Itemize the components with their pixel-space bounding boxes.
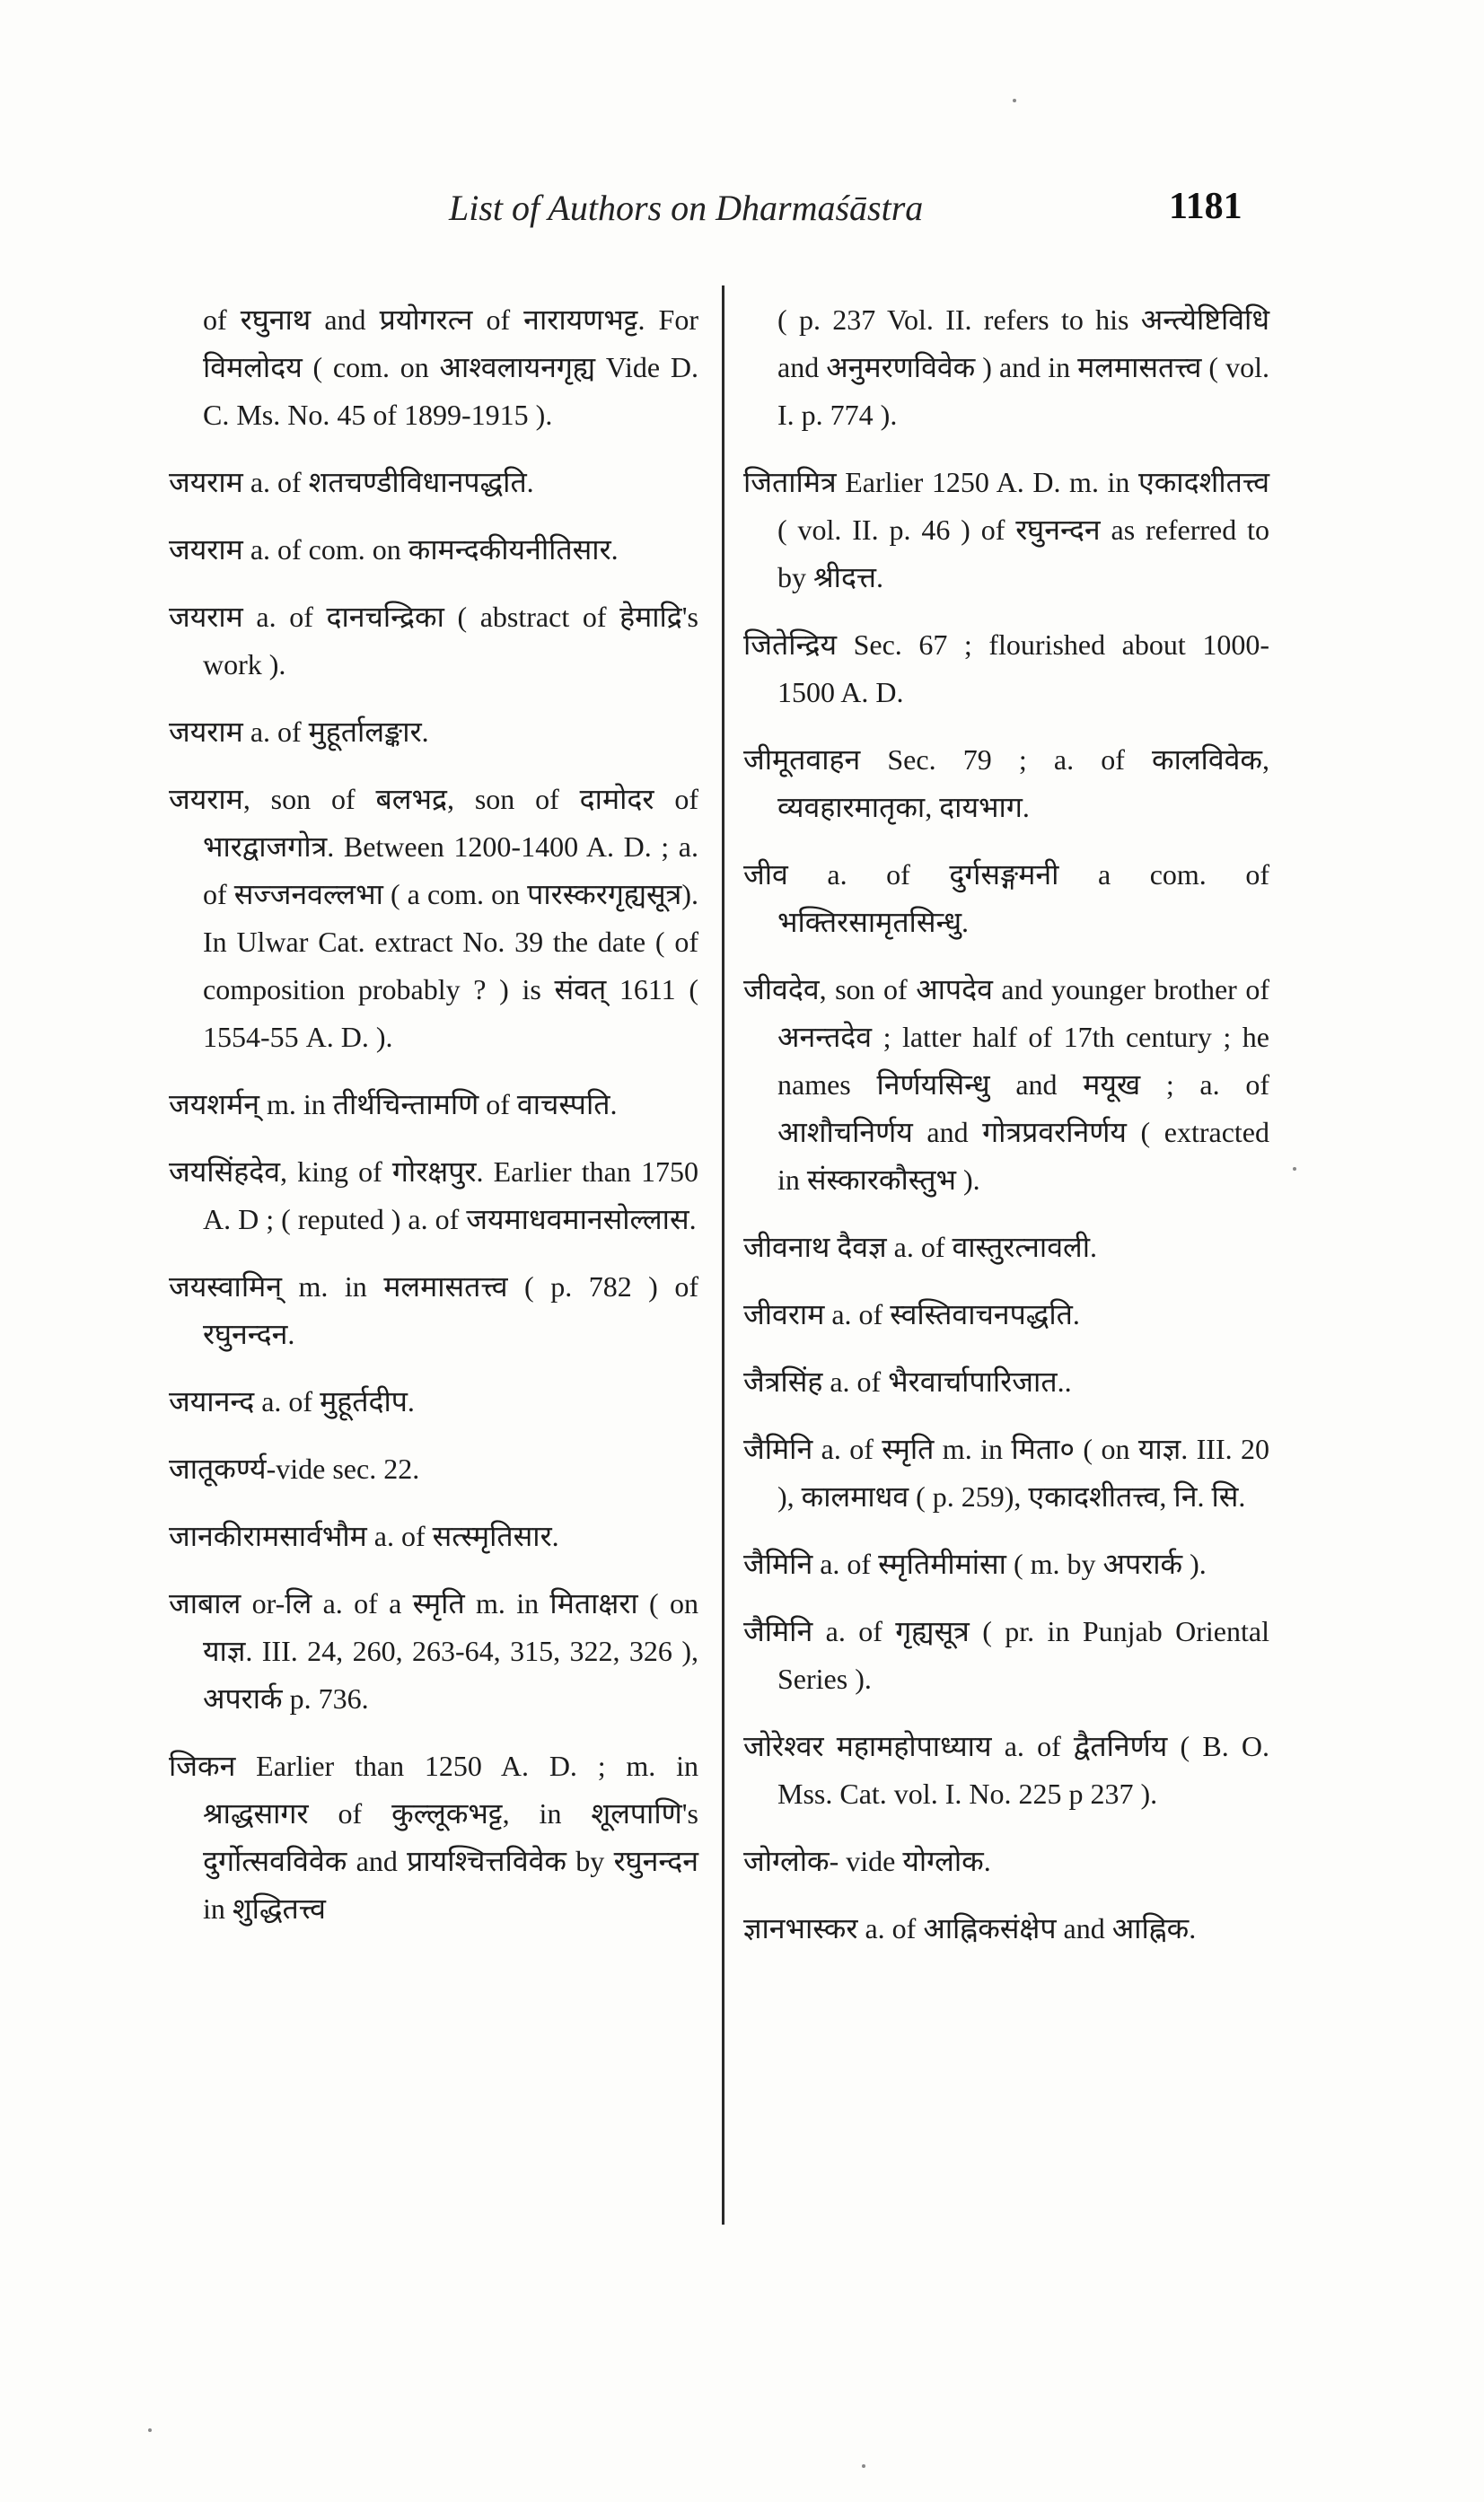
- running-title: List of Authors on Dharmaśāstra: [449, 188, 924, 228]
- page-number: 1181: [1169, 186, 1243, 227]
- entry: जयानन्द a. of मुहूर्तदीप.: [169, 1385, 415, 1418]
- entry: जितेन्द्रिय Sec. 67 ; flourished about 1000-1500 A. D.: [743, 628, 1269, 708]
- scan-speck: [862, 2464, 865, 2468]
- entry: जीमूतवाहन Sec. 79 ; a. of कालविवेक, व्यवहारमातृका, दायभाग.: [743, 743, 1269, 823]
- entry: ज्ञानभास्कर a. of आह्निकसंक्षेप and आह्निक.: [743, 1912, 1197, 1945]
- entry: जाबाल or-लि a. of a स्मृति m. in मिताक्षरा ( on याज्ञ. III. 24, 260, 263-64, 315, 322, 326 ), अपरार्क p. 736.: [169, 1587, 698, 1715]
- entry: जयराम a. of com. on कामन्दकीयनीतिसार.: [169, 533, 619, 566]
- entry: जयस्वामिन् m. in मलमासतत्त्व ( p. 782 ) of रघुनन्दन.: [169, 1270, 698, 1350]
- entry: जीव a. of दुर्गसङ्गमनी a com. of भक्तिरसामृतसिन्धु.: [743, 858, 1269, 938]
- entry: जैमिनि a. of गृह्यसूत्र ( pr. in Punjab Oriental Series ).: [743, 1615, 1269, 1695]
- entry: जातूकर्ण्य-vide sec. 22.: [169, 1453, 420, 1485]
- entry: जानकीरामसार्वभौम a. of सत्स्मृतिसार.: [169, 1520, 559, 1552]
- entry: जयराम, son of बलभद्र, son of दामोदर of भारद्वाजगोत्र. Between 1200-1400 A. D. ; a. of सज्जनवल्लभा ( a com. on पारस्करगृह्यसूत्र). In Ulwar Cat. extract No. 39 the date ( of composition probably ? ) is संवत् 1611 ( 1554-55 A. D. ).: [169, 783, 698, 1053]
- scan-speck: [148, 2428, 152, 2432]
- entry: जयसिंहदेव, king of गोरक्षपुर. Earlier than 1750 A. D ; ( reputed ) a. of जयमाधवमानसोल्लास.: [169, 1155, 698, 1235]
- entry: जितामित्र Earlier 1250 A. D. m. in एकादशीतत्त्व ( vol. II. p. 46 ) of रघुनन्दन as referred to by श्रीदत्त.: [743, 466, 1269, 593]
- entry: जैमिनि a. of स्मृति m. in मिता० ( on याज्ञ. III. 20 ), कालमाधव ( p. 259), एकादशीतत्त्व, नि. सि.: [743, 1433, 1269, 1513]
- entry: जयराम a. of दानचन्द्रिका ( abstract of हेमाद्रि's work ).: [169, 601, 698, 680]
- entry: जीवदेव, son of आपदेव and younger brother of अनन्तदेव ; latter half of 17th century ; he names निर्णयसिन्धु and मयूख ; a. of आशौचनिर्णय and गोत्रप्रवरनिर्णय ( extracted in संस्कारकौस्तुभ ).: [743, 973, 1269, 1196]
- column-divider: [722, 285, 724, 2225]
- entry: जयराम a. of मुहूर्तालङ्कार.: [169, 715, 429, 748]
- entry: जीवराम a. of स्वस्तिवाचनपद्धति.: [743, 1298, 1080, 1330]
- entry: जयशर्मन् m. in तीर्थचिन्तामणि of वाचस्पति.: [169, 1088, 618, 1120]
- entry: जोरेश्वर महामहोपाध्याय a. of द्वैतनिर्णय ( B. O. Mss. Cat. vol. I. No. 225 p 237 ).: [743, 1730, 1269, 1810]
- entry: जैमिनि a. of स्मृतिमीमांसा ( m. by अपरार्क ).: [743, 1548, 1207, 1580]
- scan-speck: [1293, 1167, 1296, 1171]
- scan-speck: [1013, 99, 1016, 102]
- entry: जीवनाथ दैवज्ञ a. of वास्तुरत्नावली.: [743, 1231, 1097, 1263]
- right-column: [743, 296, 1269, 1972]
- entry-continuation: ( p. 237 Vol. II. refers to his अन्त्येष्टिविधि and अनुमरणविवेक ) and in मलमासतत्त्व ( vol. I. p. 774 ).: [777, 303, 1269, 431]
- entry: जिकन Earlier than 1250 A. D. ; m. in श्राद्धसागर of कुल्लूकभट्ट, in शूलपाणि's दुर्गोत्सवविवेक and प्रायश्चित्तविवेक by रघुनन्दन in शुद्धितत्त्व: [169, 1750, 698, 1925]
- entry-continuation: of रघुनाथ and प्रयोगरत्न of नारायणभट्ट. For विमलोदय ( com. on आश्वलायनगृह्य Vide D. C. Ms. No. 45 of 1899-1915 ).: [203, 303, 698, 431]
- entry: जोग्लोक- vide योग्लोक.: [743, 1845, 991, 1877]
- left-column: [169, 296, 698, 1953]
- entry: जैत्रसिंह a. of भैरवार्चापारिजात..: [743, 1365, 1072, 1398]
- entry: जयराम a. of शतचण्डीविधानपद्धति.: [169, 466, 534, 498]
